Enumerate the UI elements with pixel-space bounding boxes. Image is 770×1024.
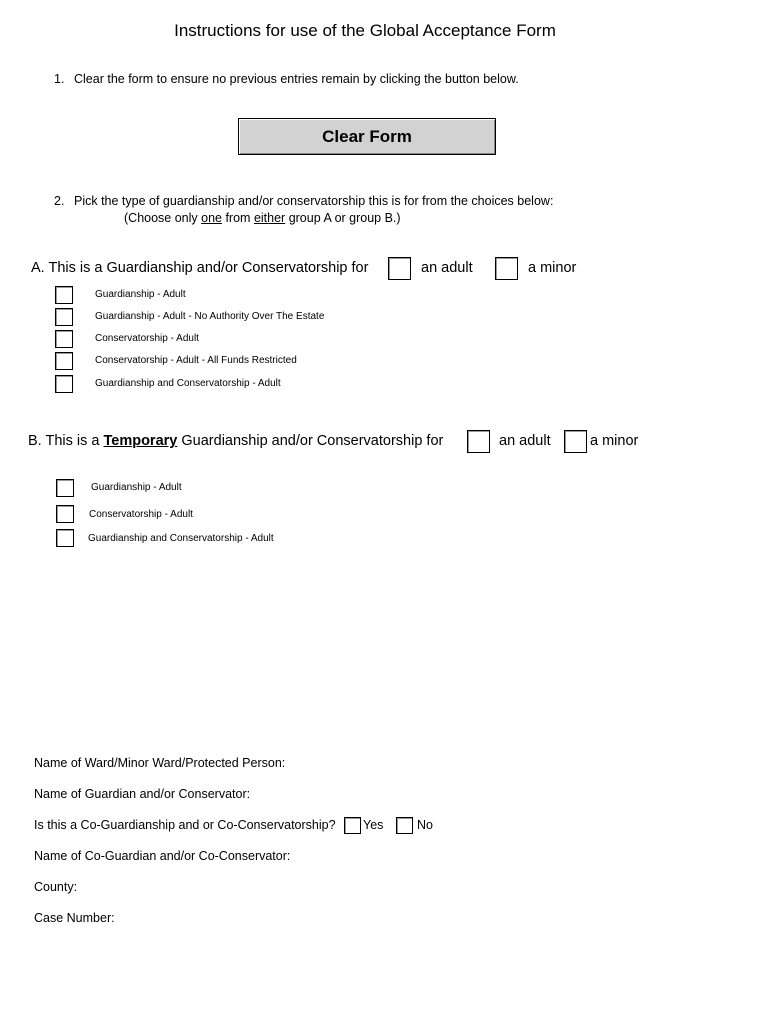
group-a-option-label: Guardianship and Conservatorship - Adult — [95, 378, 281, 389]
clear-form-button[interactable]: Clear Form — [238, 118, 496, 155]
group-a-option-checkbox[interactable] — [55, 330, 73, 348]
ward-name-label: Name of Ward/Minor Ward/Protected Person: — [34, 756, 286, 770]
co-guardian-name-label: Name of Co-Guardian and/or Co-Conservator: — [34, 849, 291, 863]
step-2-note-from: from — [221, 211, 254, 225]
group-a-option-label: Conservatorship - Adult — [95, 333, 199, 344]
group-b-option-label: Guardianship and Conservatorship - Adult — [88, 533, 274, 544]
group-a-minor-checkbox[interactable] — [495, 257, 518, 280]
group-a-option-checkbox[interactable] — [55, 286, 73, 304]
group-b-adult-checkbox[interactable] — [467, 430, 490, 453]
step-2-note-either: either — [253, 211, 286, 225]
co-guardianship-no-checkbox[interactable] — [396, 817, 413, 834]
case-number-label: Case Number: — [34, 911, 115, 925]
group-b-heading-suffix: Guardianship and/or Conservatorship for — [177, 433, 444, 449]
group-b-option-checkbox[interactable] — [56, 529, 74, 547]
group-b-heading-emphasis: Temporary — [103, 433, 178, 449]
step-2-note-close: group A or group B.) — [285, 211, 401, 225]
step-2-text: Pick the type of guardianship and/or conservatorship this is for from the choices below: — [74, 194, 554, 208]
co-guardianship-question: Is this a Co-Guardianship and or Co-Conservatorship? — [34, 818, 336, 832]
step-1-number: 1. — [54, 72, 65, 86]
group-b-minor-label: a minor — [590, 433, 639, 449]
step-1-text: Clear the form to ensure no previous entries remain by clicking the button below. — [74, 72, 519, 86]
guardian-name-label: Name of Guardian and/or Conservator: — [34, 787, 251, 801]
group-b-option-checkbox[interactable] — [56, 505, 74, 523]
group-a-option-label: Conservatorship - Adult - All Funds Restricted — [95, 355, 297, 366]
group-a-option-checkbox[interactable] — [55, 352, 73, 370]
group-a-heading: A. This is a Guardianship and/or Conservatorship for — [31, 260, 369, 276]
co-guardianship-yes-checkbox[interactable] — [344, 817, 361, 834]
step-2-note — [124, 211, 401, 225]
group-b-adult-label: an adult — [499, 433, 551, 449]
group-a-minor-label: a minor — [528, 260, 577, 276]
group-b-heading — [28, 433, 443, 449]
co-guardianship-yes-label: Yes — [363, 818, 384, 832]
group-b-option-checkbox[interactable] — [56, 479, 74, 497]
group-a-option-checkbox[interactable] — [55, 375, 73, 393]
group-a-adult-label: an adult — [421, 260, 473, 276]
step-2-note-open: (Choose only — [124, 211, 202, 225]
group-a-option-label: Guardianship - Adult - No Authority Over The Estate — [95, 311, 325, 322]
step-2-number: 2. — [54, 194, 65, 208]
county-label: County: — [34, 880, 78, 894]
group-a-adult-checkbox[interactable] — [388, 257, 411, 280]
group-b-minor-checkbox[interactable] — [564, 430, 587, 453]
group-a-option-checkbox[interactable] — [55, 308, 73, 326]
step-2-note-one: one — [201, 211, 222, 225]
page-title: Instructions for use of the Global Acceptance Form — [174, 21, 556, 40]
group-b-option-label: Conservatorship - Adult — [89, 509, 193, 520]
group-b-option-label: Guardianship - Adult — [91, 482, 182, 493]
co-guardianship-no-label: No — [417, 818, 433, 832]
group-b-heading-prefix: B. This is a — [28, 433, 104, 449]
group-a-option-label: Guardianship - Adult — [95, 289, 186, 300]
